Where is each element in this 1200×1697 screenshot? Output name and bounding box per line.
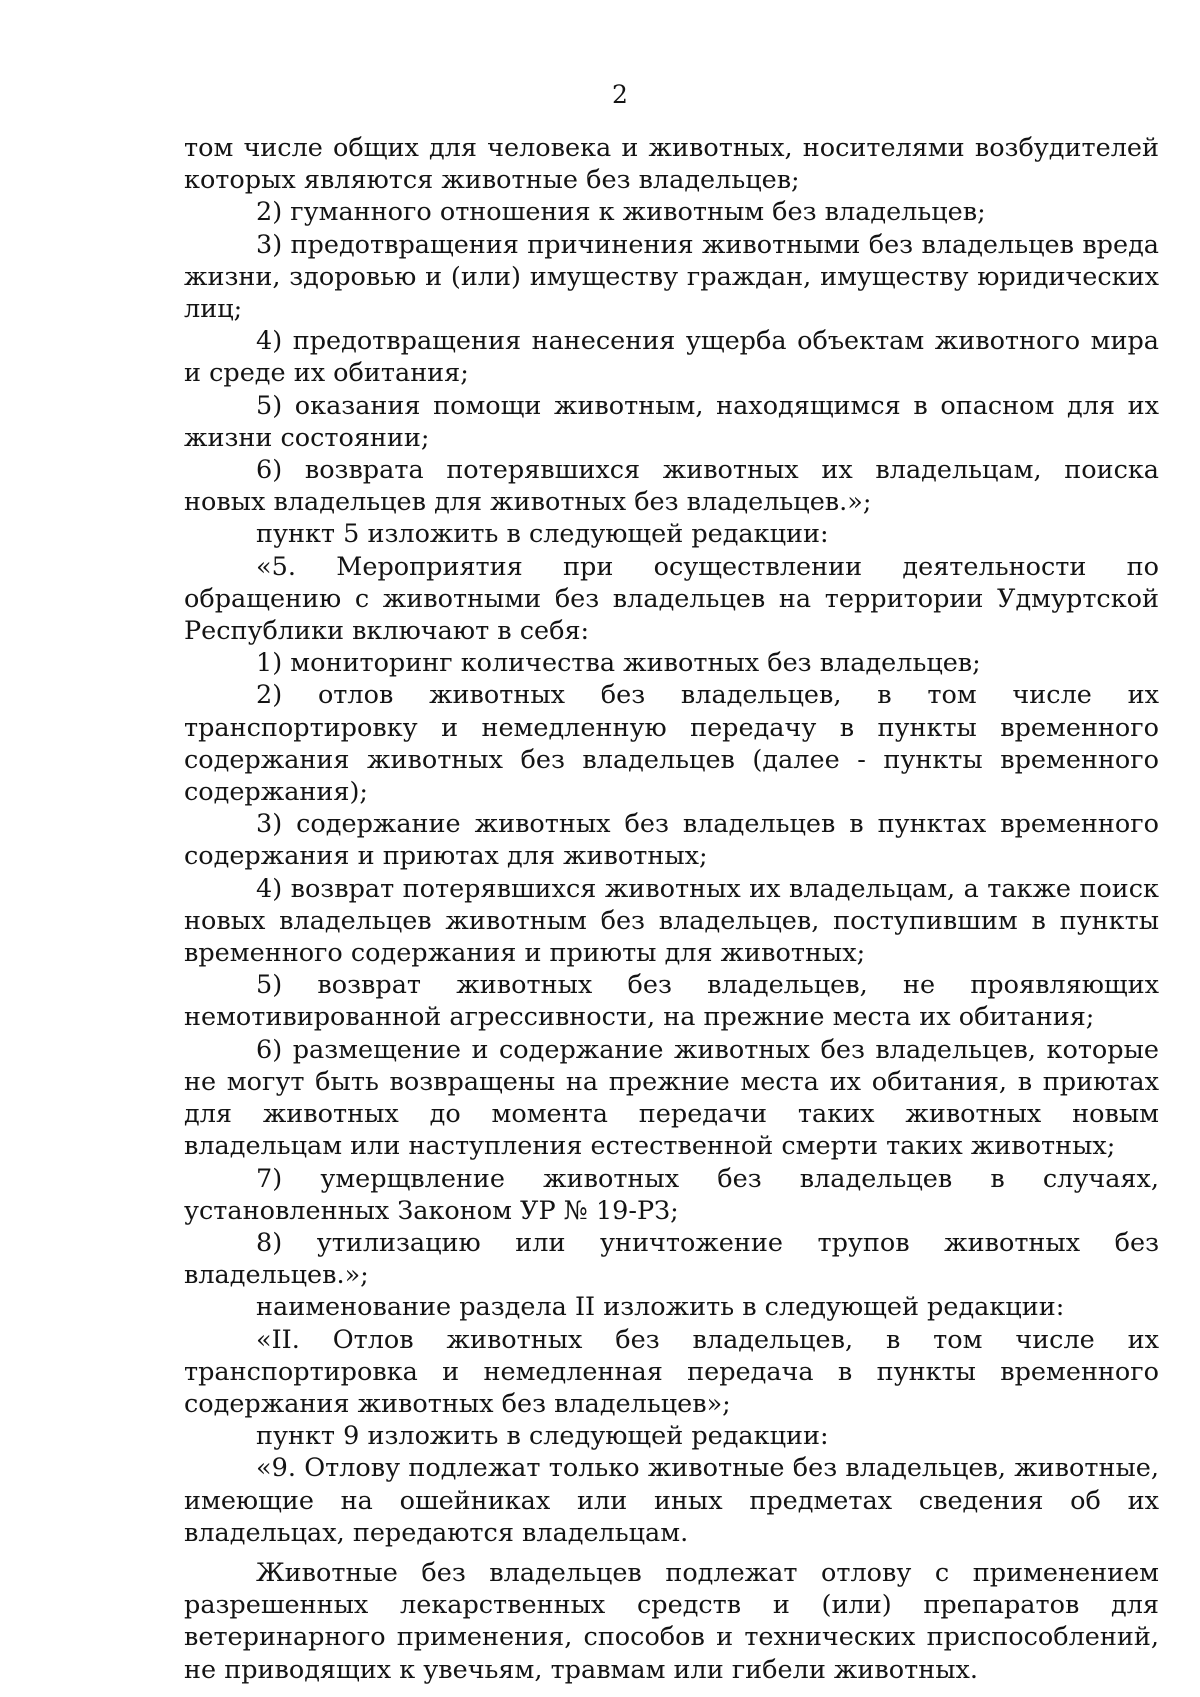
measure-item-7: 7) умерщвление животных без владельцев в случаях, установленных Законом УР № 19-РЗ; (184, 1163, 1159, 1226)
amendment-instruction: пункт 9 изложить в следующей редакции: (256, 1421, 829, 1452)
list-item-3: 3) предотвращения причинения животными без владельцев вреда жизни, здоровью и (или) имуществу граждан, имуществу юридических лиц; (184, 229, 1159, 325)
measure-item-2: 2) отлов животных без владельцев, в том числе их транспортировку и немедленную передачу в пункты временного содержания животных без владельцев (далее - пункты временного содержания); (184, 680, 1159, 808)
measure-item-1: 1) мониторинг количества животных без владельцев; (256, 648, 981, 679)
measure-item-8: 8) утилизацию или уничтожение трупов животных без владельцев.»; (184, 1227, 1159, 1291)
document-body (184, 132, 1159, 1686)
amendment-instruction: наименование раздела II изложить в следующей редакции: (256, 1292, 1065, 1323)
list-item-5: 5) оказания помощи животным, находящимся в опасном для их жизни состоянии; (184, 390, 1159, 453)
section-2-title: «II. Отлов животных без владельцев, в том числе их транспортировка и немедленная передача в пункты временного содержания животных без владельцев»; (184, 1324, 1159, 1419)
measure-item-5: 5) возврат животных без владельцев, не проявляющих немотивированной агрессивности, на прежние места их обитания; (184, 970, 1159, 1033)
measure-item-6: 6) размещение и содержание животных без владельцев, которые не могут быть возвращены на прежние места их обитания, в приютах для животных до момента передачи таких животных новым владельцам или наступления естественной смерти таких животных; (184, 1034, 1159, 1162)
clause-9: «9. Отлову подлежат только животные без владельцев, животные, имеющие на ошейниках или иных предметах сведения об их владельцах, передаются владельцам. (184, 1453, 1159, 1548)
amendment-instruction: пункт 5 изложить в следующей редакции: (256, 519, 829, 550)
list-item-4: 4) предотвращения нанесения ущерба объектам животного мира и среде их обитания; (184, 326, 1159, 389)
paragraph-continuation: том числе общих для человека и животных, носителями возбудителей которых являются животные без владельцев; (184, 133, 1159, 196)
measure-item-4: 4) возврат потерявшихся животных их владельцам, а также поиск новых владельцев животным без владельцев, поступившим в пункты временного содержания и приюты для животных; (184, 873, 1159, 969)
clause-5: «5. Мероприятия при осуществлении деятельности по обращению с животными без владельцев на территории Удмуртской Республики включают в себя: (184, 551, 1159, 647)
measure-item-3: 3) содержание животных без владельцев в пунктах временного содержания и приютах для животных; (184, 809, 1159, 872)
list-item-6: 6) возврата потерявшихся животных их владельцам, поиска новых владельцев для животных без владельцев.»; (184, 455, 1159, 518)
list-item-2: 2) гуманного отношения к животным без владельцев; (256, 197, 986, 228)
page-number: 2 (612, 80, 628, 109)
clause-9-paragraph-2: Животные без владельцев подлежат отлову с применением разрешенных лекарственных средств и (или) препаратов для ветеринарного применения, способов и технических приспособлений, не приводящих к увечьям, травмам или гибели животных. (184, 1557, 1159, 1685)
